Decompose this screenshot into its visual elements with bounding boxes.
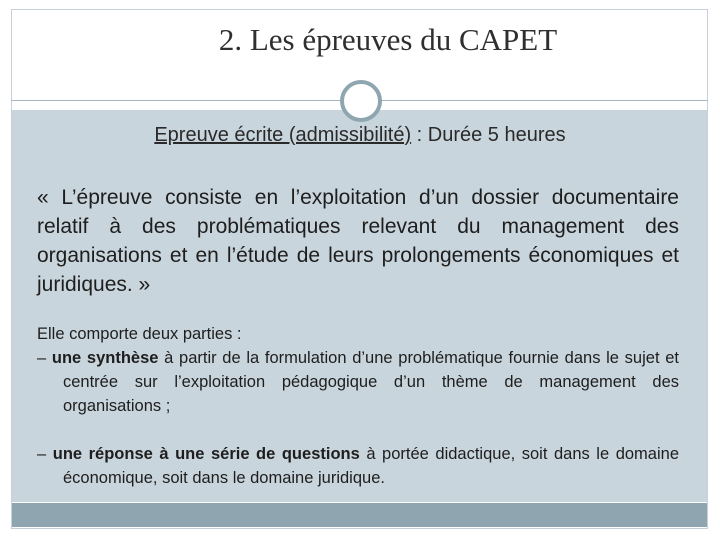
exam-parts <box>37 322 679 490</box>
exam-description-quote: « L’épreuve consiste en l’exploitation d’un dossier documentaire relatif à des problématiques relevant du management des organisations et en l’étude de leurs prolongements économiques et juridiques. » <box>37 186 679 296</box>
part-two-bold: une réponse à une série de questions <box>52 445 360 463</box>
part-one-dash: – <box>37 349 52 367</box>
circle-ornament <box>340 80 382 122</box>
exam-subtitle <box>0 124 720 147</box>
footer-bar <box>12 503 707 527</box>
part-one-text: à partir de la formulation d’une problématique fournie dans le sujet et centrée sur l’exploitation pédagogique d’un thème de management des organisations ; <box>63 349 679 415</box>
part-two-text: à portée didactique, soit dans le domaine économique, soit dans le domaine juridique. <box>63 445 679 487</box>
part-one <box>37 346 679 418</box>
subtitle-duration: : Durée 5 heures <box>411 124 566 146</box>
part-one-bold: une synthèse <box>51 349 159 367</box>
parts-intro: Elle comporte deux parties : <box>37 325 242 343</box>
slide-title-text: 2. Les épreuves du CAPET <box>218 22 558 57</box>
part-two-dash: – <box>37 445 53 463</box>
part-two <box>37 442 679 490</box>
subtitle-underlined: Epreuve écrite (admissibilité) <box>154 124 412 146</box>
spacer <box>37 418 679 442</box>
slide-title <box>0 22 720 58</box>
